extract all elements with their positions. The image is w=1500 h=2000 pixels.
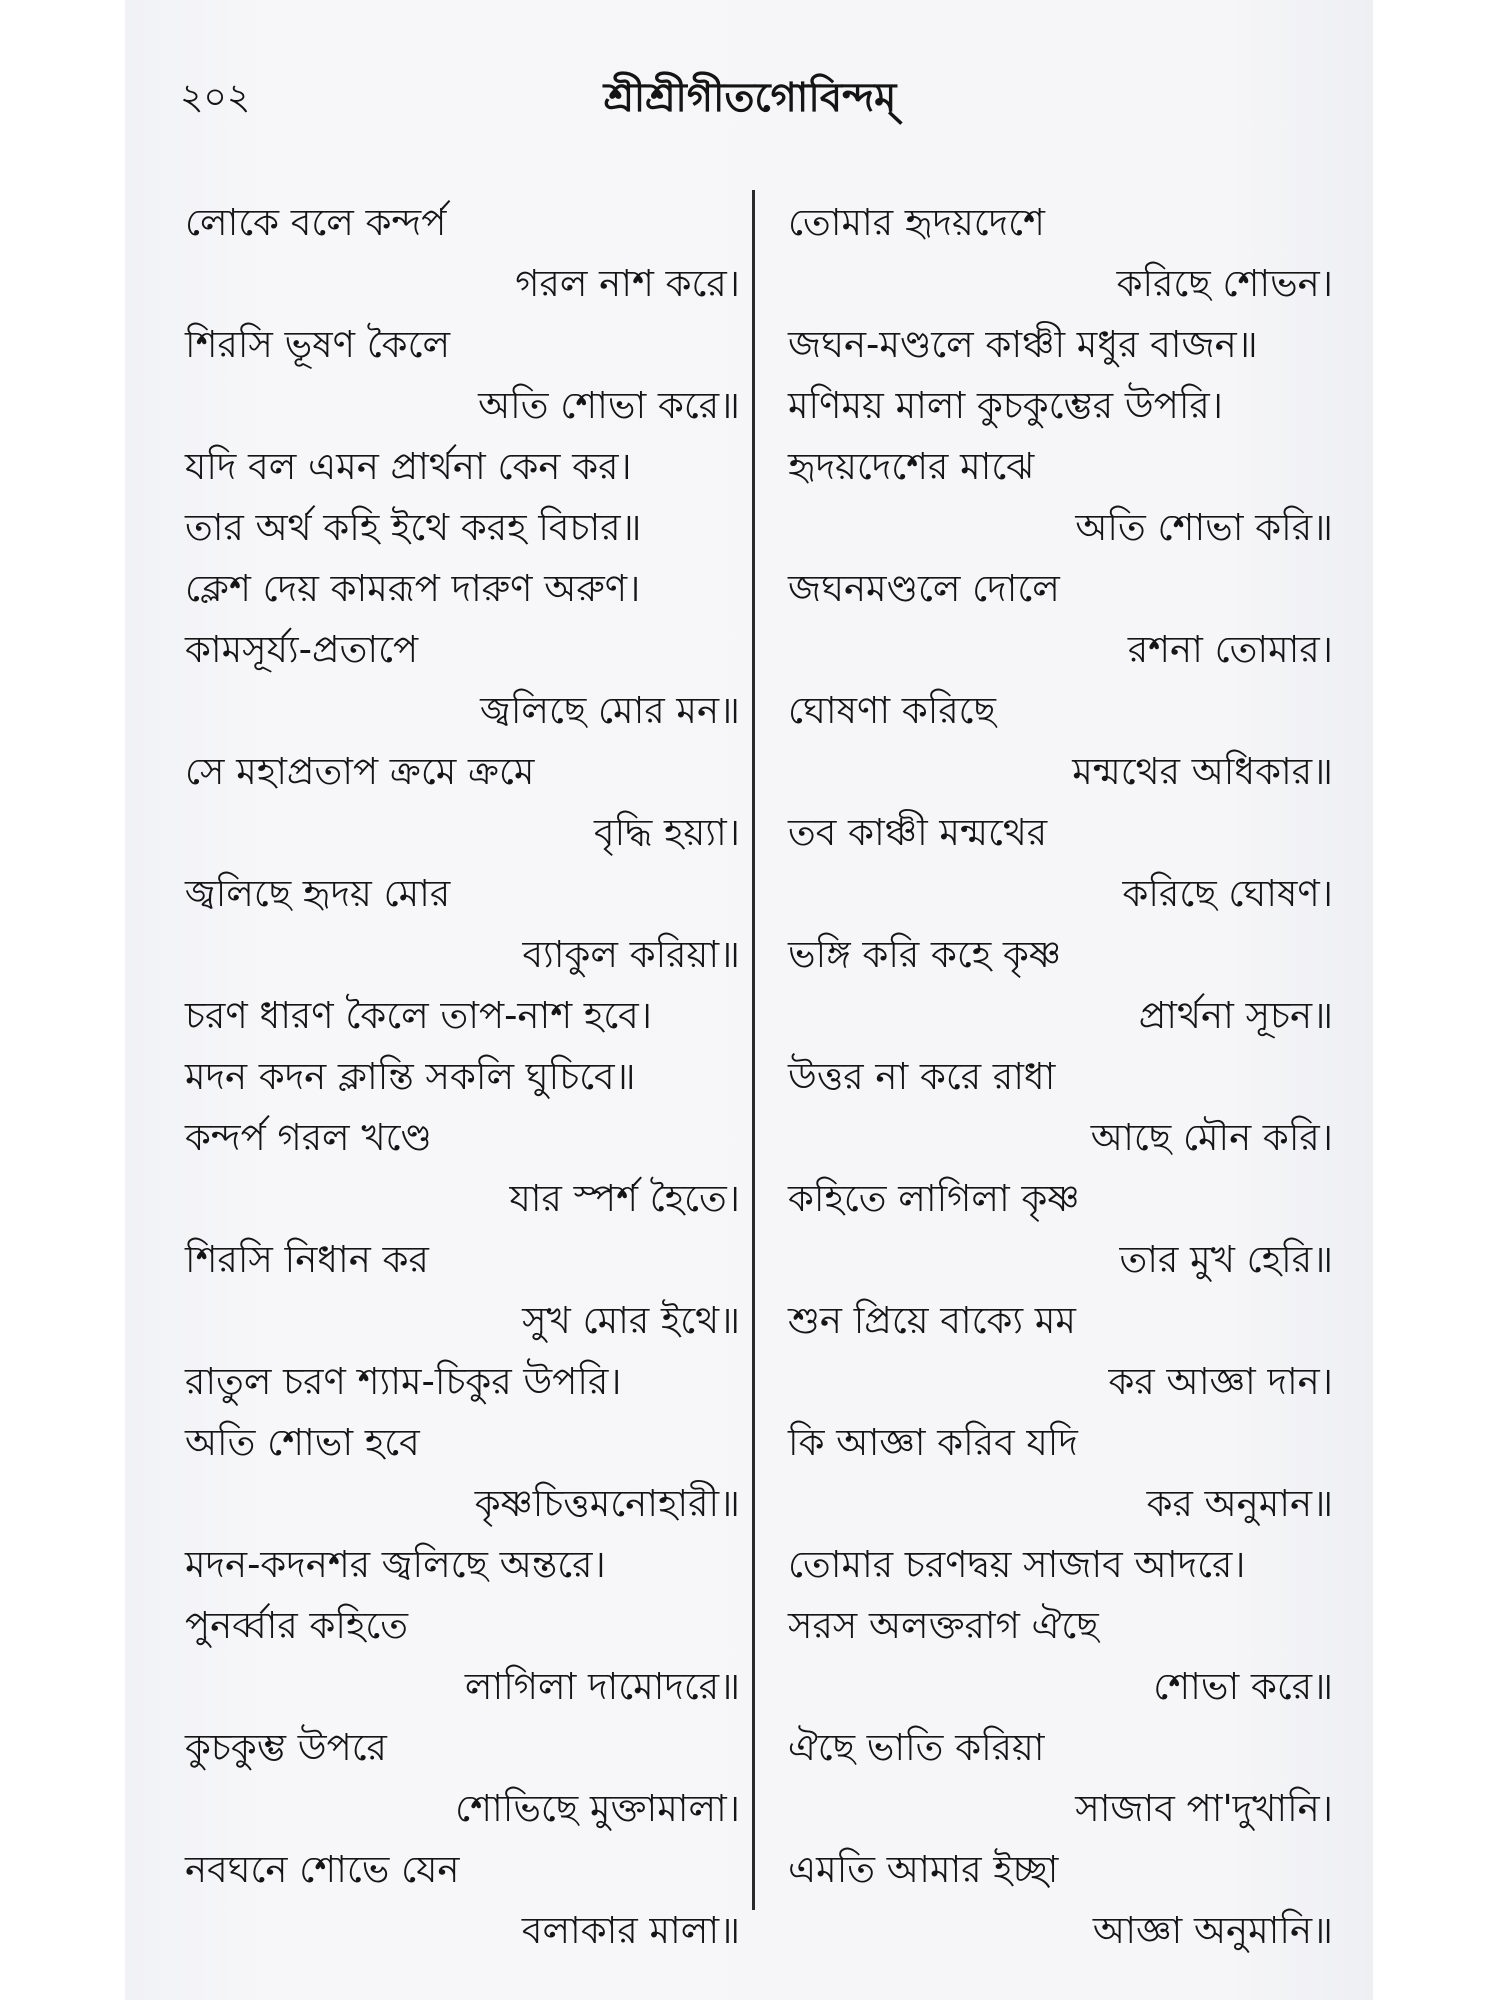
- verse-line: কুচকুম্ভ উপরে: [185, 1726, 387, 1769]
- verse-line: উত্তর না করে রাধা: [788, 1055, 1056, 1098]
- verse-line: শুন প্রিয়ে বাক্যে মম: [788, 1299, 1076, 1342]
- verse-line: সুখ মোর ইথে॥: [522, 1299, 740, 1342]
- verse-line: কৃষ্ণচিত্তমনোহারী॥: [474, 1482, 740, 1525]
- verse-line: জ্বলিছে মোর মন॥: [480, 689, 740, 732]
- verse-line: রাতুল চরণ শ্যাম-চিকুর উপরি।: [185, 1360, 622, 1403]
- verse-line: মন্মথের অধিকার॥: [1072, 750, 1333, 793]
- verse-line: ব্যাকুল করিয়া॥: [522, 933, 740, 976]
- verse-line: গরল নাশ করে।: [515, 262, 740, 305]
- verse-line: রশনা তোমার।: [1127, 628, 1333, 671]
- verse-line: অতি শোভা হবে: [185, 1421, 420, 1464]
- verse-line: পুনর্ব্বার কহিতে: [185, 1604, 409, 1647]
- verse-line: জ্বলিছে হৃদয় মোর: [185, 872, 451, 915]
- verse-line: মদন কদন ক্লান্তি সকলি ঘুচিবে॥: [185, 1055, 636, 1098]
- verse-line: আজ্ঞা অনুমানি॥: [1092, 1909, 1333, 1952]
- verse-line: তার মুখ হেরি॥: [1119, 1238, 1333, 1281]
- verse-line: শিরসি নিধান কর: [185, 1238, 429, 1281]
- verse-line: কহিতে লাগিলা কৃষ্ণ: [788, 1177, 1080, 1220]
- verse-line: বলাকার মালা॥: [521, 1909, 740, 1952]
- verse-line: করিছে শোভন।: [1116, 262, 1333, 305]
- verse-line: শোভা করে॥: [1153, 1665, 1333, 1708]
- verse-line: ঘোষণা করিছে: [788, 689, 996, 732]
- verse-line: ঐছে ভাতি করিয়া: [788, 1726, 1045, 1769]
- left-column: [185, 192, 740, 1961]
- verse-line: ক্লেশ দেয় কামরূপ দারুণ অরুণ।: [185, 567, 641, 610]
- column-divider: [752, 190, 755, 1910]
- verse-line: অতি শোভা করে॥: [478, 384, 740, 427]
- verse-line: লাগিলা দামোদরে॥: [464, 1665, 740, 1708]
- verse-line: যদি বল এমন প্রার্থনা কেন কর।: [185, 445, 632, 488]
- verse-line: হৃদয়দেশের মাঝে: [788, 445, 1035, 488]
- verse-line: কামসূর্য্য-প্রতাপে: [185, 628, 419, 671]
- verse-line: নবঘনে শোভে যেন: [185, 1848, 460, 1891]
- verse-line: করিছে ঘোষণ।: [1122, 872, 1333, 915]
- verse-line: তব কাঞ্চী মন্মথের: [788, 811, 1048, 854]
- verse-line: তোমার হৃদয়দেশে: [788, 201, 1045, 244]
- verse-line: জঘনমণ্ডলে দোলে: [788, 567, 1060, 610]
- verse-line: সাজাব পা'দুখানি।: [1075, 1787, 1333, 1830]
- verse-line: লোকে বলে কন্দর্প: [185, 201, 447, 244]
- running-title: শ্রীশ্রীগীতগোবিন্দম্: [603, 75, 897, 121]
- verse-line: ভঙ্গি করি কহে কৃষ্ণ: [788, 933, 1062, 976]
- verse-line: কর অনুমান॥: [1146, 1482, 1333, 1525]
- verse-line: চরণ ধারণ কৈলে তাপ-নাশ হবে।: [185, 994, 653, 1037]
- verse-line: জঘন-মণ্ডলে কাঞ্চী মধুর বাজন॥: [788, 323, 1258, 366]
- verse-line: মণিময় মালা কুচকুম্ভের উপরি।: [788, 384, 1224, 427]
- verse-line: বৃদ্ধি হয়্যা।: [593, 811, 740, 854]
- verse-line: কি আজ্ঞা করিব যদি: [788, 1421, 1078, 1464]
- verse-line: সরস অলক্তরাগ ঐছে: [788, 1604, 1099, 1647]
- verse-line: কন্দর্প গরল খণ্ডে: [185, 1116, 432, 1159]
- verse-line: সে মহাপ্রতাপ ক্রমে ক্রমে: [185, 750, 535, 793]
- verse-line: আছে মৌন করি।: [1090, 1116, 1333, 1159]
- verse-line: যার স্পর্শ হৈতে।: [509, 1177, 740, 1220]
- right-column: [788, 192, 1333, 1961]
- verse-line: শিরসি ভূষণ কৈলে: [185, 323, 451, 366]
- verse-line: প্রার্থনা সূচন॥: [1138, 994, 1333, 1037]
- verse-line: কর আজ্ঞা দান।: [1108, 1360, 1333, 1403]
- verse-line: মদন-কদনশর জ্বলিছে অন্তরে।: [185, 1543, 606, 1586]
- verse-line: তোমার চরণদ্বয় সাজাব আদরে।: [788, 1543, 1246, 1586]
- page-number: ২০২: [180, 77, 251, 118]
- verse-line: তার অর্থ কহি ইথে করহ বিচার॥: [185, 506, 642, 549]
- verse-line: এমতি আমার ইচ্ছা: [788, 1848, 1059, 1891]
- verse-line: শোভিছে মুক্তামালা।: [455, 1787, 740, 1830]
- verse-line: অতি শোভা করি॥: [1075, 506, 1333, 549]
